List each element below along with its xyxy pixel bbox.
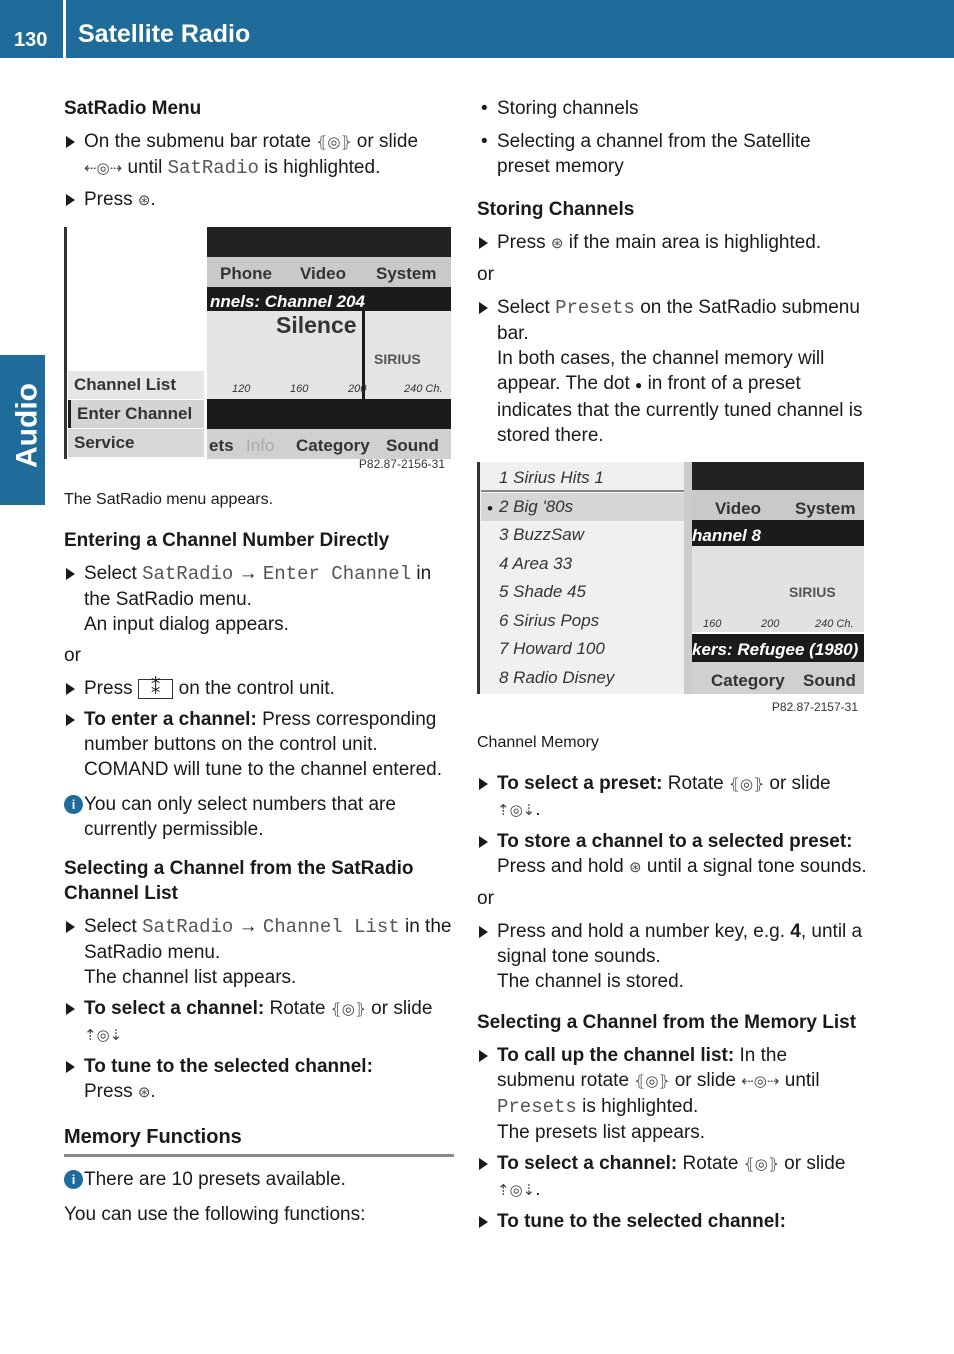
- display-text: SatRadio: [167, 157, 259, 179]
- fig-tab-video: Video: [300, 264, 346, 283]
- storing-channels-heading: Storing Channels: [477, 199, 635, 220]
- step: Select SatRadio → Channel List in the SatRadio menu. The channel list appears.: [64, 914, 454, 990]
- step: Press ⊛ if the main area is highlighted.: [477, 230, 867, 256]
- slide-up-down-icon: ⇡◎⇣: [84, 1027, 123, 1044]
- slide-left-right-icon: ⇠◎⇢: [741, 1073, 780, 1090]
- rotate-control-icon: ⦃◎⦄: [330, 1001, 366, 1018]
- slide-left-right-icon: ⇠◎⇢: [84, 160, 123, 177]
- fig-menu-enter-channel: Enter Channel: [68, 400, 204, 428]
- press-control-icon: ⊛: [137, 192, 151, 209]
- page-title: Satellite Radio: [78, 20, 251, 48]
- rotate-control-icon: ⦃◎⦄: [728, 776, 765, 793]
- info-note: i There are 10 presets available.: [64, 1167, 454, 1192]
- press-control-icon: ⊛: [629, 859, 642, 876]
- figure-caption: The SatRadio menu appears.: [64, 491, 274, 508]
- step: To tune to the selected channel: Press ⊛.: [64, 1054, 454, 1105]
- step: To store a channel to a selected preset: Press and hold ⊛ until a signal tone sounds.: [477, 829, 867, 880]
- slide-up-down-icon: ⇡◎⇣: [497, 802, 536, 819]
- step: Press ⁑ on the control unit.: [64, 676, 454, 701]
- fig-silence: Silence: [276, 312, 357, 338]
- section-tab: [0, 355, 45, 505]
- figure-code: P82.87-2156-31: [358, 457, 445, 471]
- rotate-control-icon: ⦃◎⦄: [743, 1156, 779, 1173]
- step: To select a channel: Rotate ⦃◎⦄ or slide ⇡◎⇣.: [477, 1151, 867, 1203]
- info-icon: i: [64, 1170, 83, 1189]
- slide-up-down-icon: ⇡◎⇣: [497, 1182, 536, 1199]
- page-number: 130: [14, 29, 48, 51]
- rotate-control-icon: ⦃◎⦄: [634, 1073, 670, 1090]
- press-control-icon: ⊛: [137, 1084, 151, 1101]
- list-item: • Storing channels: [477, 96, 867, 121]
- figure-code: P82.87-2157-31: [771, 700, 858, 714]
- right-column: • Storing channels • Selecting a channel from the Satellite preset memory Storing Channels Press ⊛ if the main area is highlighted. or Select Presets on the SatRadio submenu bar. In both cases, the channel memory will appear. The dot ● in front of a preset indicates that the currently tuned channel is stored there. 1 Sirius Hits 1 2 Big '80s • 3 BuzzSaw 4 Area 33 5 Shade 45 6 Sirius Pops 7 Howard 100 8 Radio Disney Video System hannel 8 SIRIUS 160 200 240 Ch. kers: Refugee (1980) Category Sound P82.87-2157-31 Channel Memory To select a preset: Rotate ⦃◎⦄ or slide ⇡◎⇣. To store a channel to a selected preset: Press and hold ⊛ until a signal tone sounds. or Press and hold a number key, e.g. 4, until a signal tone sounds. The channel is stored. Selecting a Channel from the Memory List To call up the channel list: In the submenu rotate ⦃◎⦄ or slide ⇠◎⇢ until Presets is highlighted. The presets list appears. To select a channel: Rotate ⦃◎⦄ or slide ⇡◎⇣. To tune to the selected channel:: [477, 96, 867, 1240]
- channel-memory-screenshot: 1 Sirius Hits 1 2 Big '80s • 3 BuzzSaw 4 Area 33 5 Shade 45 6 Sirius Pops 7 Howard 100 8 Radio Disney Video System hannel 8 SIRIUS 160 200 240 Ch. kers: Refugee (1980) Category Sound P82.87-2157-31: [477, 462, 864, 720]
- memory-functions-heading: Memory Functions: [64, 1125, 454, 1157]
- fig-tab-system: System: [376, 264, 437, 283]
- body-text: You can use the following functions:: [64, 1204, 366, 1225]
- step: To select a channel: Rotate ⦃◎⦄ or slide ⇡◎⇣: [64, 996, 454, 1048]
- step: Select Presets on the SatRadio submenu bar. In both cases, the channel memory will appear. The dot ● in front of a preset indicates that the currently tuned channel is stored there.: [477, 295, 867, 448]
- step: Select SatRadio → Enter Channel in the SatRadio menu. An input dialog appears.: [64, 561, 454, 637]
- current-preset-dot: •: [487, 499, 493, 518]
- step: To enter a channel: Press corresponding number buttons on the control unit. COMAND will tune to the channel entered.: [64, 707, 454, 782]
- keypad-key-icon: ⁑: [138, 679, 174, 699]
- list-item: • Selecting a channel from the Satellite preset memory: [477, 129, 867, 179]
- step: To tune to the selected channel:: [477, 1209, 867, 1234]
- header-divider: [63, 0, 66, 58]
- press-control-icon: ⊛: [550, 235, 564, 252]
- rotate-control-icon: ⦃◎⦄: [316, 134, 352, 151]
- step: Press ⊛.: [64, 187, 454, 213]
- memory-list-heading: Selecting a Channel from the Memory List: [477, 1012, 857, 1033]
- page-header: [0, 0, 954, 58]
- preset-dot-icon: ●: [635, 378, 643, 392]
- entering-channel-heading: Entering a Channel Number Directly: [64, 530, 390, 551]
- fig-channel-line: nnels: Channel 204: [210, 292, 365, 311]
- satradio-menu-heading: SatRadio Menu: [64, 98, 202, 119]
- info-icon: i: [64, 795, 83, 814]
- fig-tab-phone: Phone: [220, 264, 272, 283]
- step: Press and hold a number key, e.g. 4, until a signal tone sounds. The channel is stored.: [477, 919, 867, 994]
- fig-menu-channel-list: Channel List: [68, 371, 204, 399]
- step: To select a preset: Rotate ⦃◎⦄ or slide ⇡◎⇣.: [477, 771, 867, 823]
- info-note: i You can only select numbers that are currently permissible.: [64, 792, 454, 842]
- step: On the submenu bar rotate ⦃◎⦄ or slide ⇠◎⇢ until SatRadio is highlighted.: [64, 129, 454, 181]
- figure-caption: Channel Memory: [477, 734, 599, 751]
- satradio-menu-screenshot: Phone Video System nnels: Channel 204 Silence SIRIUS 120 160 200 240 Ch. ets Info Category Sound Channel List Enter Channel Service P82.87-2156-31: [64, 227, 451, 477]
- fig-menu-service: Service: [68, 429, 204, 457]
- section-tab-label: Audio: [10, 383, 44, 468]
- step: To call up the channel list: In the submenu rotate ⦃◎⦄ or slide ⇠◎⇢ until Presets is highlighted. The presets list appears.: [477, 1043, 867, 1145]
- channel-list-heading: Selecting a Channel from the SatRadio Channel List: [64, 858, 414, 904]
- left-column: SatRadio Menu On the submenu bar rotate ⦃◎⦄ or slide ⇠◎⇢ until SatRadio is highlighted. Press ⊛. Phone Video System nnels: Channel 204 Silence SIRIUS 120 160 200 240 Ch. ets Info Category Sound Channel List Enter Channel Service P82.87-2156-31 The SatRadio menu appears. Entering a Channel Number Directly Select SatRadio → Enter Channel in the SatRadio menu. An input dialog appears. or Press ⁑ on the control unit. To enter a channel: Press corresponding number buttons on the control unit. COMAND will tune to the channel entered. i You can only select numbers that are currently permissible. Selecting a Channel from the SatRadio Channel List Select SatRadio → Channel List in the SatRadio menu. The channel list appears. To select a channel: Rotate ⦃◎⦄ or slide ⇡◎⇣ To tune to the selected channel: Press ⊛. Memory Functions i There are 10 presets available. You can use the following functions:: [64, 96, 454, 1227]
- fig-sirius-logo: SIRIUS: [374, 351, 421, 367]
